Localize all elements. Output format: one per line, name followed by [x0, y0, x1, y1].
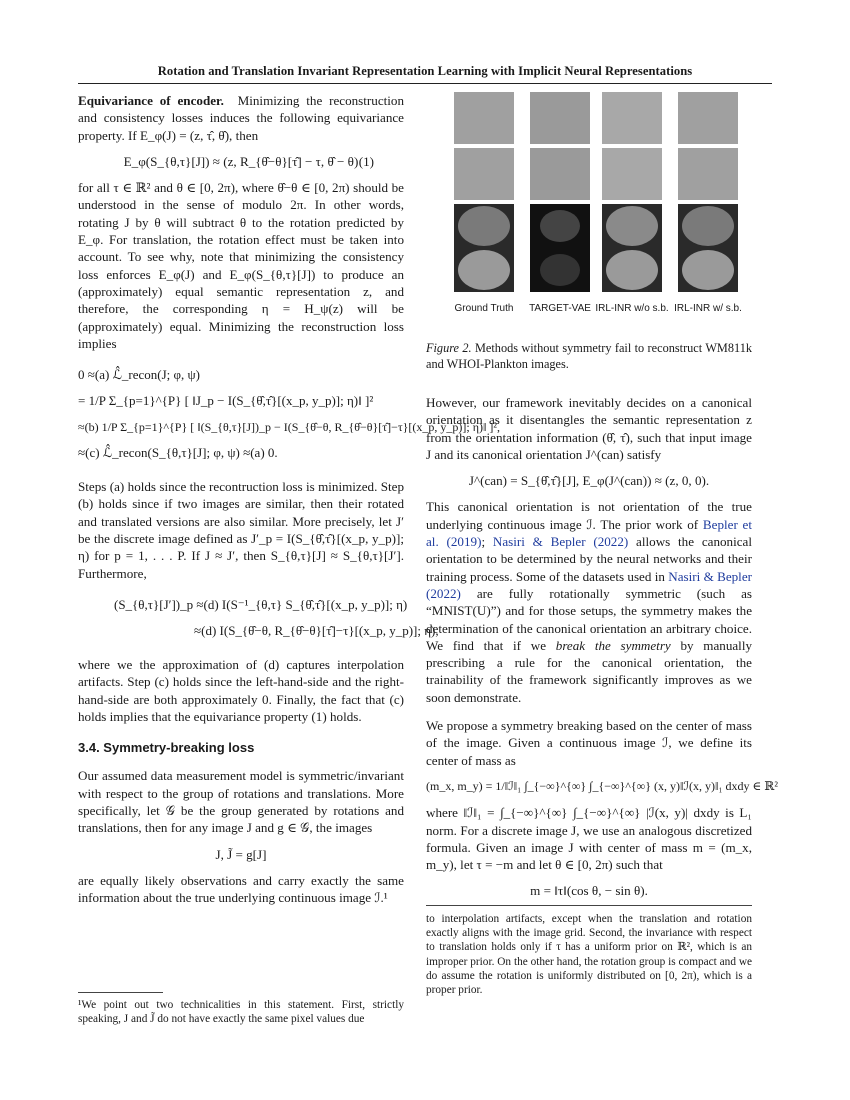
math-line: ≈(d) I(S_{θ̂−θ, R_{θ̂−θ}[τ̂]−τ}[(x_p, y_p)]; η),	[194, 622, 439, 638]
math-line: ≈(b) 1/P Σ_{p=1}^{P} [ ‖(S_{θ,τ}[J])_p − I(S_{θ̂−θ, R_{θ̂−θ}[τ̂]−τ}[(x_p, y_p)]; η)‖ ]²,	[78, 420, 500, 435]
caption-label: Figure 2.	[426, 341, 472, 355]
figure-label: Ground Truth	[454, 303, 514, 314]
text-run: allows the canonical orientation to be determined by the neural networks and their training process. Some of the datasets used in	[426, 534, 752, 584]
math-line: (S_{θ,τ}[J′])_p ≈(d) I(S⁻¹_{θ,τ} S_{θ̂,τ̂}[(x_p, y_p)]; η)	[114, 596, 408, 612]
figure-caption	[426, 340, 752, 372]
paragraph-canonical: However, our framework inevitably decides on a canonical orientation as it disentangles the semantic representation z from the orientation information (θ̂, τ̂), such that input image J and its canonical orientation J^(can) satisfy	[426, 395, 752, 462]
equation-center-of-mass: (m_x, m_y) = 1/‖ℐ‖₁ ∫_{−∞}^{∞} ∫_{−∞}^{∞} (x, y)‖ℐ(x, y)‖₁ dxdy ∈ ℝ²	[426, 778, 778, 793]
paragraph-heading: Equivariance of encoder.	[78, 93, 224, 108]
paragraph-steps: Steps (a) holds since the recontruction loss is minimized. Step (b) holds since if two images are similar, then their rotated and translated versions are also similar. More precisely, let J′ be the discrete image defined as J′_p = I(S_{θ̂,τ̂}[(x_p, y_p)]; η) for p = 1, . . . P. If J ≈ J′, then S_{θ,τ}[J] ≈ S_{θ,τ}[J′]. Furthermore,	[78, 479, 404, 581]
image-tile	[678, 92, 738, 144]
caption-text: Methods without symmetry fail to reconstruct WM811k and WHOI-Plankton images.	[426, 341, 753, 371]
footnote-continued: to interpolation artifacts, except when the translation and rotation exactly aligns with the image grid. Second, the invariance with respect to translation holds only if τ has a uniform prior on ℝ², which is an improper prior. On the other hand, the rotation group is compact and we do assume the rotation is uniformly distributed on [0, 2π), which is a proper prior.	[426, 905, 752, 997]
text-run: by manually prescribing a rule for the canonical orientation, the trainability of the framework significantly improves as we soon demonstrate.	[426, 637, 753, 705]
figure-label: TARGET-VAE	[529, 303, 591, 314]
paragraph-interpolation: where we the approximation of (d) captures interpolation artifacts. Step (c) holds since the left-hand-side and the right-hand-side are both approximately 0. Finally, the fact that (c) holds implies that the equivariance property (1) holds.	[78, 656, 404, 724]
image-tile	[454, 148, 514, 200]
figure-label: IRL-INR w/o s.b.	[595, 303, 669, 314]
footnote: ¹We point out two technicalities in this statement. First, strictly speaking, J and J̃ do not have exactly the same pixel values due	[78, 999, 404, 1026]
paragraph-equivariance	[78, 92, 404, 144]
running-header: Rotation and Translation Invariant Representation Learning with Implicit Neural Representations	[157, 64, 693, 78]
paragraph-norm: where ‖ℐ‖₁ = ∫_{−∞}^{∞} ∫_{−∞}^{∞} |ℐ(x, y)| dxdy is L₁ norm. For a discrete image J, we use an analogous discretized formula. Given an image J with center of mass m = (m_x, m_y), let τ = −m and let θ ∈ [0, 2π) such that	[426, 805, 752, 873]
paragraph-likely: are equally likely observations and carry exactly the same information about the true underlying continuous image ℐ.¹	[78, 872, 404, 906]
math-line: = 1/P Σ_{p=1}^{P} [ ‖J_p − I(S_{θ̂,τ̂}[(x_p, y_p)]; η)‖ ]²	[78, 393, 374, 409]
emphasis: break the symmetry	[555, 637, 671, 653]
equation-m: m = ‖τ‖(cos θ, − sin θ).	[530, 883, 648, 899]
text-run: This canonical orientation is not orientation of the true underlying continuous image ℐ. The prior work of	[426, 499, 752, 532]
footnote-rule	[78, 992, 163, 993]
section-heading: 3.4. Symmetry-breaking loss	[78, 740, 255, 756]
image-tile	[530, 148, 590, 200]
image-tile	[602, 92, 662, 144]
image-tile	[530, 204, 590, 292]
paragraph-center-of-mass: We propose a symmetry breaking based on the center of mass of the image. Given a continuous image ℐ, we define its center of mass as	[426, 718, 752, 768]
paragraph-prior-work	[426, 498, 752, 706]
image-tile	[678, 148, 738, 200]
text-run: are fully rotationally symmetric (such as “MNIST(U)”) and for those setups, the symmetry makes the determination of the canonical orientation an arbitrary choice. We find that if we	[426, 585, 752, 653]
image-tile	[454, 92, 514, 144]
citation-link[interactable]: Nasiri & Bepler (2022)	[492, 534, 629, 550]
right-column	[426, 92, 778, 909]
equation-images: J, J̃ = g[J]	[215, 846, 267, 862]
image-tile	[678, 204, 738, 292]
image-tile	[602, 204, 662, 292]
math-derivation-2	[78, 592, 439, 644]
math-line: ≈(c) ℒ̂_recon(S_{θ,τ}[J]; φ, ψ) ≈(a) 0.	[78, 445, 278, 461]
equation-1-body: E_φ(S_{θ,τ}[J]) ≈ (z, R_{θ̂−θ}[τ̂] − τ, θ̂ − θ)	[123, 153, 359, 169]
equation-canonical: J^(can) = S_{θ̂,τ̂}[J], E_φ(J^(can)) ≈ (z, 0, 0).	[468, 473, 710, 489]
image-tile	[530, 92, 590, 144]
figure-label: IRL-INR w/ s.b.	[674, 303, 742, 314]
math-line: 0 ≈(a) ℒ̂_recon(J; φ, ψ)	[78, 367, 201, 383]
equation-1-number: (1)	[358, 153, 374, 169]
paragraph-equivariance-cont: for all τ ∈ ℝ² and θ ∈ [0, 2π), where θ̂−θ ∈ [0, 2π) should be understood in the sense of modulo 2π. In other words, rotating J by θ will subtract θ to the rotation predicted by E_φ. For translation, the rotation effect must be taken into account. To see why, note that minimizing the consistency loss enforces E_φ(J) and E_φ(S_{θ,τ}[J]) to produce an (approximately) equal semantic representation z, and therefore, the corresponding η = H_ψ(z) will be (approximately) equal. Minimizing the reconstruction loss implies	[78, 180, 404, 351]
figure-2	[426, 92, 752, 312]
math-derivation	[78, 362, 500, 466]
citation-link[interactable]: Bepler et al. (2019)	[426, 516, 753, 550]
equation-1	[78, 153, 404, 170]
image-tile	[602, 148, 662, 200]
paragraph-text: Minimizing the reconstruction and consistency losses induces the following equivariance property. If E_φ(J) = (z, τ̂, θ̂), then	[78, 93, 404, 143]
citation-link[interactable]: Nasiri & Bepler (2022)	[426, 568, 752, 601]
text-run: ;	[481, 534, 493, 550]
header-rule	[78, 83, 772, 84]
image-tile	[454, 204, 514, 292]
paragraph-symmetry: Our assumed data measurement model is symmetric/invariant with respect to the group of rotations and translations. More specifically, let 𝒢 be the group generated by rotations and translations, then for any image J and g ∈ 𝒢, the images	[78, 768, 404, 836]
